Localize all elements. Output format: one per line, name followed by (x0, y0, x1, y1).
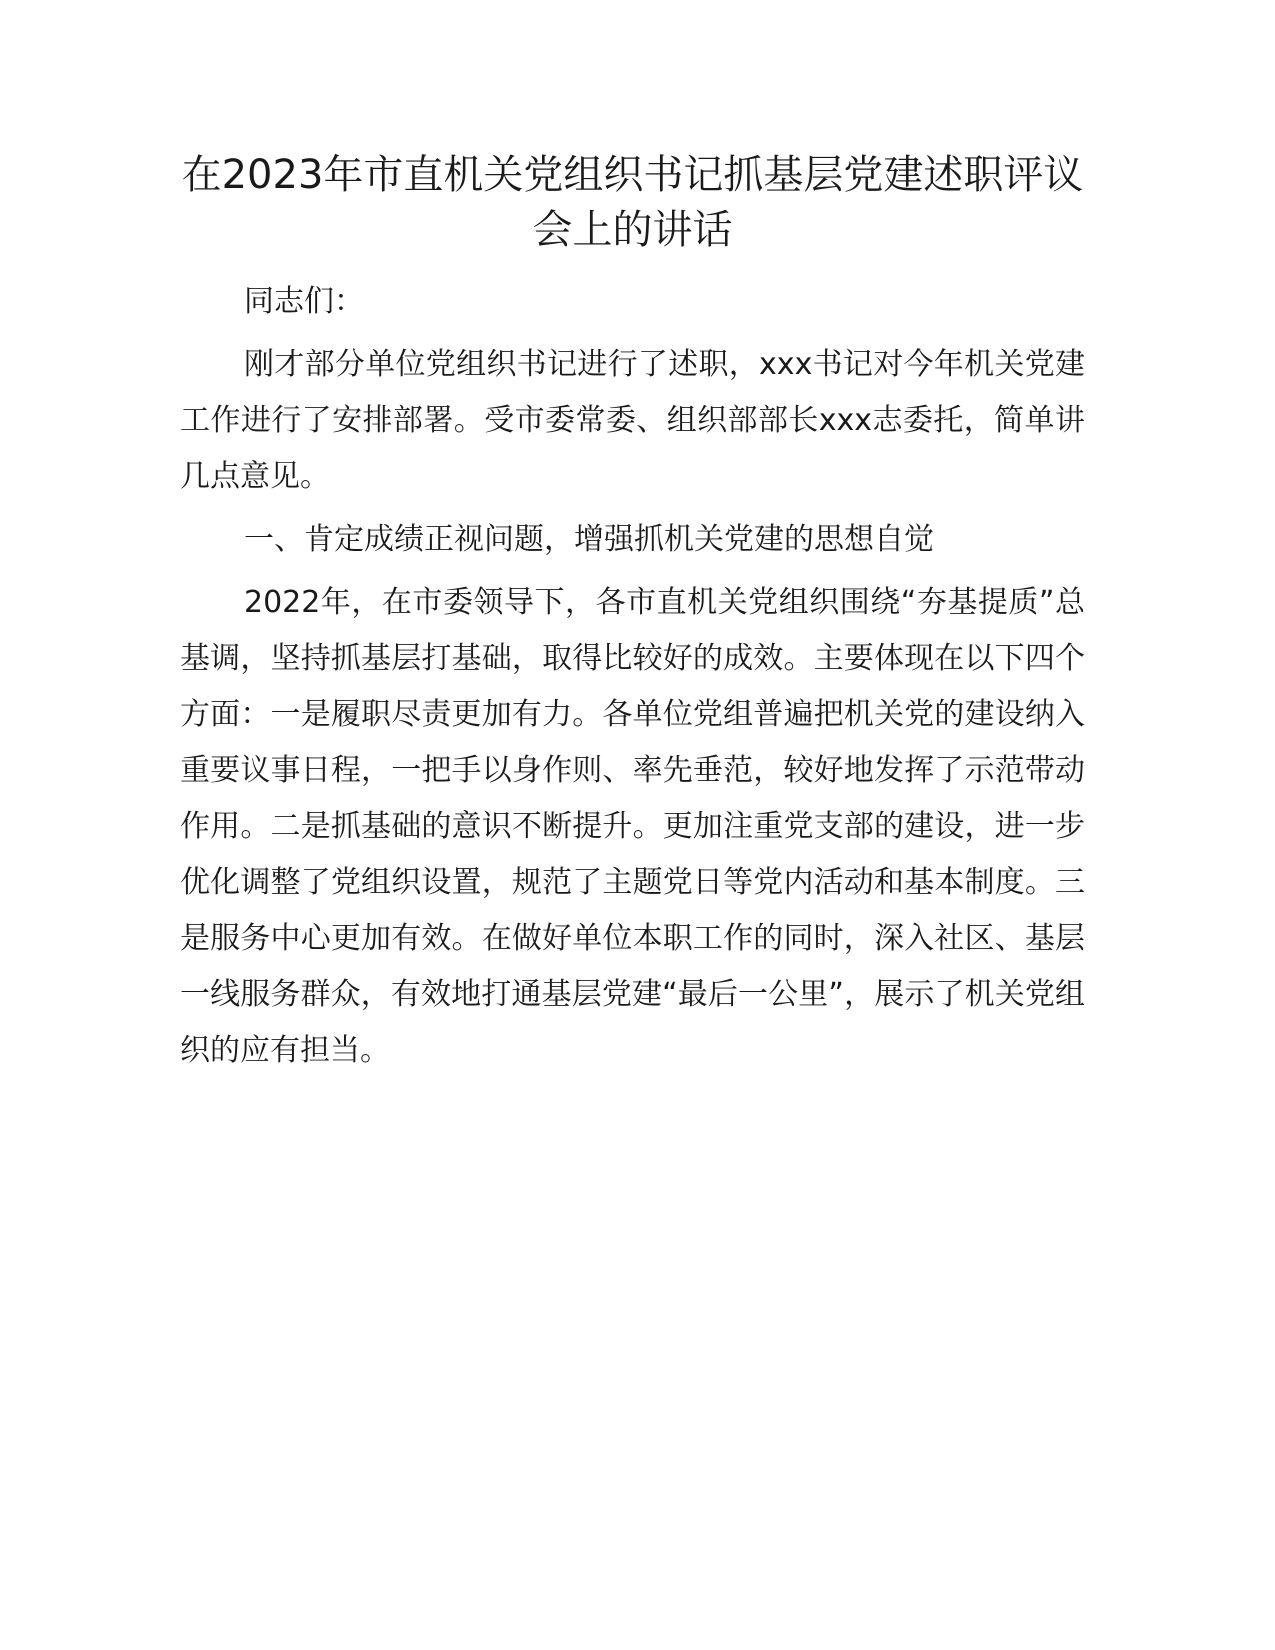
document-title: 在2023年市直机关党组织书记抓基层党建述职评议会上的讲话 (181, 152, 1084, 253)
salutation: 同志们： (244, 284, 364, 319)
intro-paragraph: 刚才部分单位党组织书记进行了述职，xxx书记对今年机关党建工作进行了安排部署。受市委常委、组织部部长xxx志委托，简单讲几点意见。 (180, 347, 1085, 494)
document-body (180, 148, 1085, 1079)
section-one-body: 2022年，在市委领导下，各市直机关党组织围绕“夯基提质”总基调，坚持抓基层打基础，取得比较好的成效。主要体现在以下四个方面：一是履职尽责更加有力。各单位党组普遍把机关党的建设纳入重要议事日程，一把手以身作则、率先垂范，较好地发挥了示范带动作用。二是抓基础的意识不断提升。更加注重党支部的建设，进一步优化调整了党组织设置，规范了主题党日等党内活动和基本制度。三是服务中心更加有效。在做好单位本职工作的同时，深入社区、基层一线服务群众，有效地打通基层党建“最后一公里”，展示了机关党组织的应有担当。 (180, 585, 1085, 1068)
section-one-heading: 一、肯定成绩正视问题，增强抓机关党建的思想自觉 (244, 522, 934, 557)
